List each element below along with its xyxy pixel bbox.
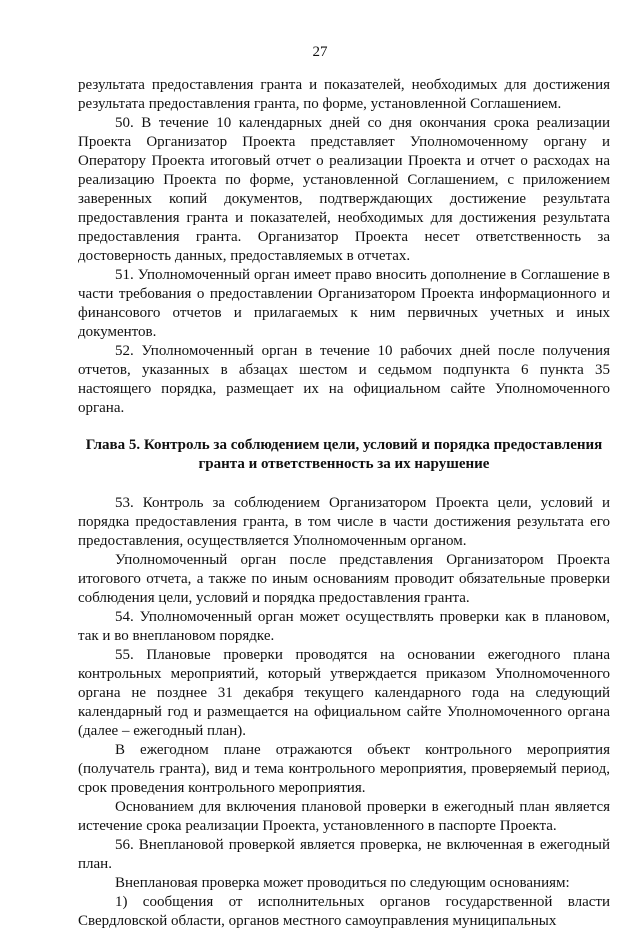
paragraph-56-item-1: 1) сообщения от исполнительных органов государственной власти Свердловской области, органов местного самоуправления муниципальных: [78, 894, 610, 929]
paragraph-51: 51. Уполномоченный орган имеет право вносить дополнение в Соглашение в части требования о предоставлении Организатором Проекта информационного и финансового отчетов и прилагаемых к ним первичных учетных и иных документов.: [78, 267, 610, 340]
page-number: 27: [312, 44, 328, 60]
paragraph-53-continued: Уполномоченный орган после представления Организатором Проекта итогового отчета, а также по иным основаниям проводит обязательные проверки соблюдения цели, условий и порядка предоставления гранта.: [78, 552, 610, 606]
paragraph-56: 56. Внеплановой проверкой является проверка, не включенная в ежегодный план.: [78, 837, 610, 872]
paragraph-50: 50. В течение 10 календарных дней со дня окончания срока реализации Проекта Организатор Проекта представляет Уполномоченному органу и Оператору Проекта итоговый отчет о реализации Проекта и отчет о расходах на реализацию Проекта по форме, установленной Соглашением, с приложением заверенных копий документов, подтверждающих достижение результата предоставления гранта и показателей, необходимых для достижения результата предоставления гранта. Организатор Проекта несет ответственность за достоверность данных, предоставляемых в отчетах.: [78, 115, 610, 264]
chapter-heading: Глава 5. Контроль за соблюдением цели, условий и порядка предоставления гранта и ответственность за их нарушение: [85, 437, 603, 472]
paragraph-54: 54. Уполномоченный орган может осуществлять проверки как в плановом, так и во внеплановом порядке.: [78, 609, 610, 644]
paragraph-52: 52. Уполномоченный орган в течение 10 рабочих дней после получения отчетов, указанных в абзацах шестом и седьмом подпункта 6 пункта 35 настоящего порядка, размещает их на официальном сайте Уполномоченного органа.: [78, 343, 610, 416]
paragraph-53: 53. Контроль за соблюдением Организатором Проекта цели, условий и порядка предоставления гранта, в том числе в части достижения результата его предоставления, осуществляется Уполномоченным органом.: [78, 495, 610, 549]
document-body: [78, 76, 610, 931]
paragraph-56-grounds: Внеплановая проверка может проводиться по следующим основаниям:: [115, 875, 570, 891]
paragraph-55-basis: Основанием для включения плановой проверки в ежегодный план является истечение срока реализации Проекта, установленного в паспорте Проекта.: [78, 799, 610, 834]
paragraph-continuation: результата предоставления гранта и показателей, необходимых для достижения результата предоставления гранта, по форме, установленной Соглашением.: [78, 77, 610, 112]
paragraph-55: 55. Плановые проверки проводятся на основании ежегодного плана контрольных мероприятий, который утверждается приказом Уполномоченного органа не позднее 31 декабря текущего календарного года на следующий календарный год и размещается на официальном сайте Уполномоченного органа (далее – ежегодный план).: [78, 647, 610, 739]
paragraph-55-plan-contents: В ежегодном плане отражаются объект контрольного мероприятия (получатель гранта), вид и тема контрольного мероприятия, проверяемый период, срок проведения контрольного мероприятия.: [78, 742, 610, 796]
